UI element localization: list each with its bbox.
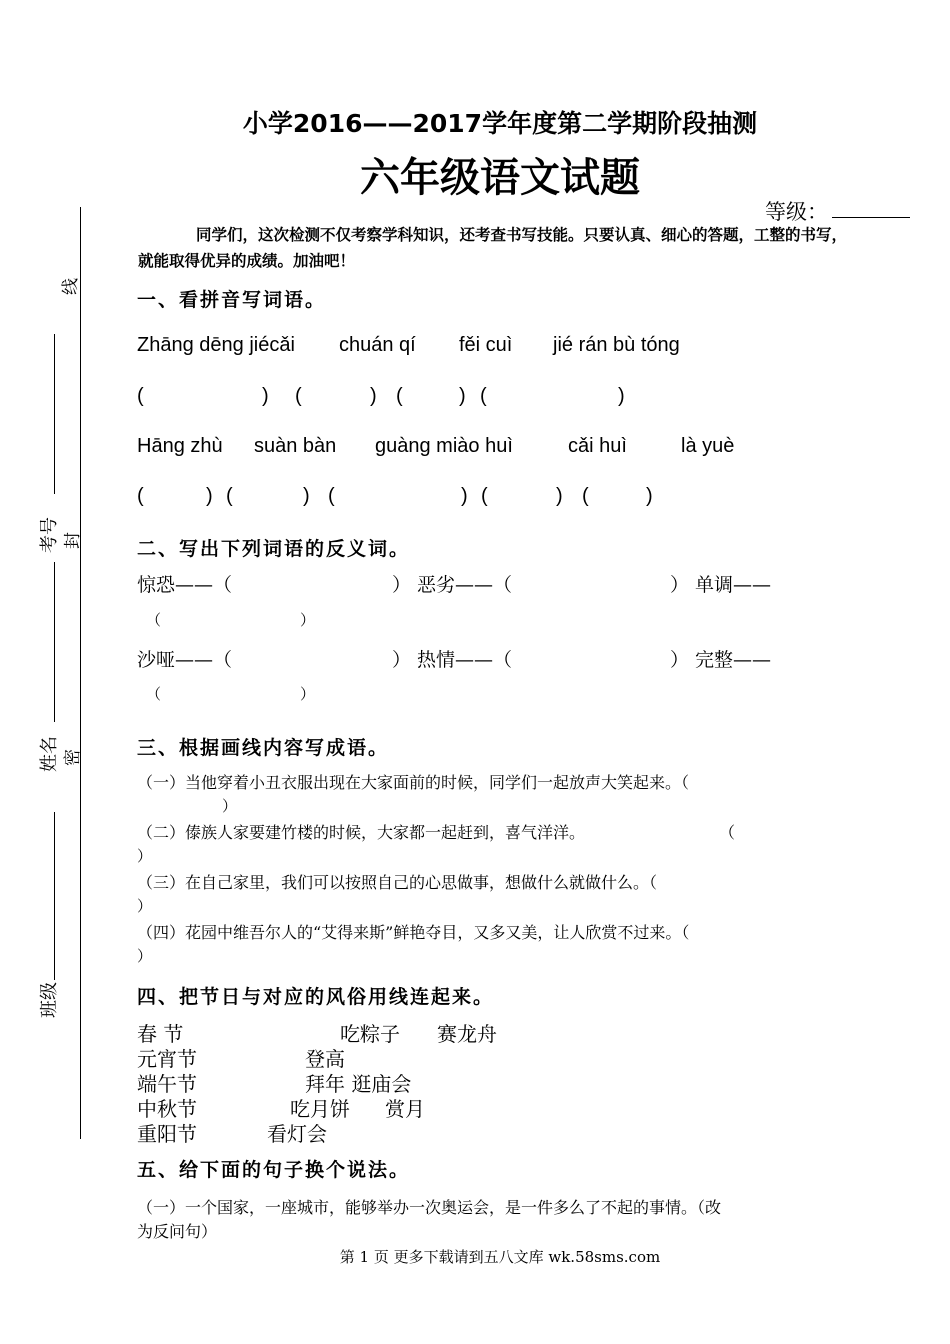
answer-paren-open: ( bbox=[582, 485, 589, 507]
binding-seal-feng: 封 bbox=[63, 532, 83, 549]
exam-title: 六年级语文试题 bbox=[360, 155, 640, 201]
answer-paren-close: ) bbox=[262, 385, 269, 407]
binding-line bbox=[80, 207, 81, 1139]
pinyin-item: suàn bàn bbox=[254, 435, 337, 457]
rewrite-question-cont: 为反问句） bbox=[137, 1222, 218, 1241]
binding-seal-xian: 线 bbox=[61, 278, 81, 295]
answer-paren-close: ） bbox=[300, 685, 316, 703]
xingming-write-line bbox=[54, 562, 55, 722]
pinyin-item: chuán qí bbox=[339, 334, 416, 356]
custom-label: 赏月 bbox=[385, 1097, 425, 1121]
binding-seal-mi: 密 bbox=[63, 749, 83, 766]
festival-label: 元宵节 bbox=[137, 1047, 197, 1071]
pinyin-item: Hāng zhù bbox=[137, 435, 223, 457]
festival-label: 中秋节 bbox=[137, 1097, 197, 1121]
answer-paren-open: ( bbox=[295, 385, 302, 407]
answer-paren-close: ) bbox=[556, 485, 563, 507]
banji-write-line bbox=[54, 812, 55, 980]
antonym-item: ） 完整—— bbox=[670, 649, 772, 671]
exam-subtitle: 小学2016——2017学年度第二学期阶段抽测 bbox=[242, 109, 758, 138]
answer-paren-close: ) bbox=[303, 485, 310, 507]
festival-label: 重阳节 bbox=[137, 1122, 197, 1146]
idiom-question: （一）当他穿着小丑衣服出现在大家面前的时候，同学们一起放声大笑起来。（ bbox=[137, 773, 690, 792]
kaohao-label: 考号 bbox=[39, 517, 60, 553]
answer-paren-close: ) bbox=[206, 485, 213, 507]
pinyin-item: guàng miào huì bbox=[375, 435, 513, 457]
rewrite-question: （一）一个国家，一座城市，能够举办一次奥运会，是一件多么了不起的事情。（改 bbox=[137, 1198, 722, 1217]
answer-paren-close: ) bbox=[646, 485, 653, 507]
answer-paren-open: ( bbox=[226, 485, 233, 507]
answer-paren-open: ( bbox=[481, 485, 488, 507]
section-3-heading: 三、根据画线内容写成语。 bbox=[137, 737, 390, 759]
page-footer: 第 1 页 更多下载请到五八文库 wk.58sms.com bbox=[339, 1248, 661, 1266]
answer-paren-open: ( bbox=[396, 385, 403, 407]
custom-label: 看灯会 bbox=[267, 1122, 327, 1146]
answer-paren-open: ( bbox=[137, 385, 144, 407]
custom-label: 吃粽子 bbox=[340, 1022, 400, 1046]
answer-paren-open: ( bbox=[328, 485, 335, 507]
idiom-question: （四）花园中维吾尔人的“艾得来斯”鲜艳夺目，又多又美，让人欣赏不过来。（ bbox=[137, 923, 690, 942]
section-4-heading: 四、把节日与对应的风俗用线连起来。 bbox=[137, 986, 495, 1008]
pinyin-item: là yuè bbox=[681, 435, 735, 457]
custom-label: 吃月饼 bbox=[290, 1097, 350, 1121]
section-2-heading: 二、写出下列词语的反义词。 bbox=[137, 538, 411, 560]
grade-label: 等级： bbox=[765, 200, 828, 224]
antonym-item: ） 热情——（ bbox=[392, 649, 513, 671]
answer-paren-close: ) bbox=[459, 385, 466, 407]
antonym-item: ） 单调—— bbox=[670, 574, 772, 596]
idiom-question: （二）傣族人家要建竹楼的时候，大家都一起赶到，喜气洋洋。 bbox=[137, 823, 586, 842]
kaohao-write-line bbox=[54, 334, 55, 494]
answer-paren-close: ） bbox=[137, 897, 153, 915]
answer-paren-close: ） bbox=[222, 797, 238, 815]
grade-write-line bbox=[832, 217, 910, 218]
pinyin-item: jié rán bù tóng bbox=[553, 334, 680, 356]
custom-label: 登高 bbox=[305, 1047, 345, 1071]
intro-text: 同学们，这次检测不仅考察学科知识，还考查书写技能。只要认真、细心的答题，工整的书写，就能取得优异的成绩。加油吧！ bbox=[138, 225, 848, 270]
section-1-heading: 一、看拼音写词语。 bbox=[137, 289, 327, 311]
pinyin-item: Zhāng dēng jiécǎi bbox=[137, 334, 295, 356]
antonym-item: 惊恐——（ bbox=[137, 574, 233, 596]
answer-paren-open: ( bbox=[480, 385, 487, 407]
custom-label: 拜年 逛庙会 bbox=[305, 1072, 412, 1096]
answer-paren-close: ） bbox=[137, 847, 153, 865]
pinyin-item: cǎi huì bbox=[568, 435, 627, 457]
answer-paren-close: ) bbox=[618, 385, 625, 407]
answer-paren-open: （ bbox=[146, 685, 162, 703]
festival-label: 春 节 bbox=[137, 1022, 184, 1046]
xingming-label: 姓名 bbox=[39, 736, 60, 772]
idiom-question: （三）在自己家里，我们可以按照自己的心思做事，想做什么就做什么。（ bbox=[137, 873, 658, 892]
banji-label: 班级 bbox=[39, 982, 60, 1018]
custom-label: 赛龙舟 bbox=[437, 1022, 497, 1046]
answer-paren-open: （ bbox=[719, 823, 736, 842]
answer-paren-close: ） bbox=[300, 611, 316, 629]
answer-paren-close: ) bbox=[461, 485, 468, 507]
antonym-item: ） 恶劣——（ bbox=[392, 574, 513, 596]
answer-paren-close: ） bbox=[137, 947, 153, 965]
pinyin-item: fěi cuì bbox=[459, 334, 513, 356]
answer-paren-open: ( bbox=[137, 485, 144, 507]
festival-label: 端午节 bbox=[137, 1072, 197, 1096]
antonym-item: 沙哑——（ bbox=[137, 649, 233, 671]
answer-paren-close: ) bbox=[370, 385, 377, 407]
section-5-heading: 五、给下面的句子换个说法。 bbox=[137, 1159, 411, 1181]
answer-paren-open: （ bbox=[146, 611, 162, 629]
